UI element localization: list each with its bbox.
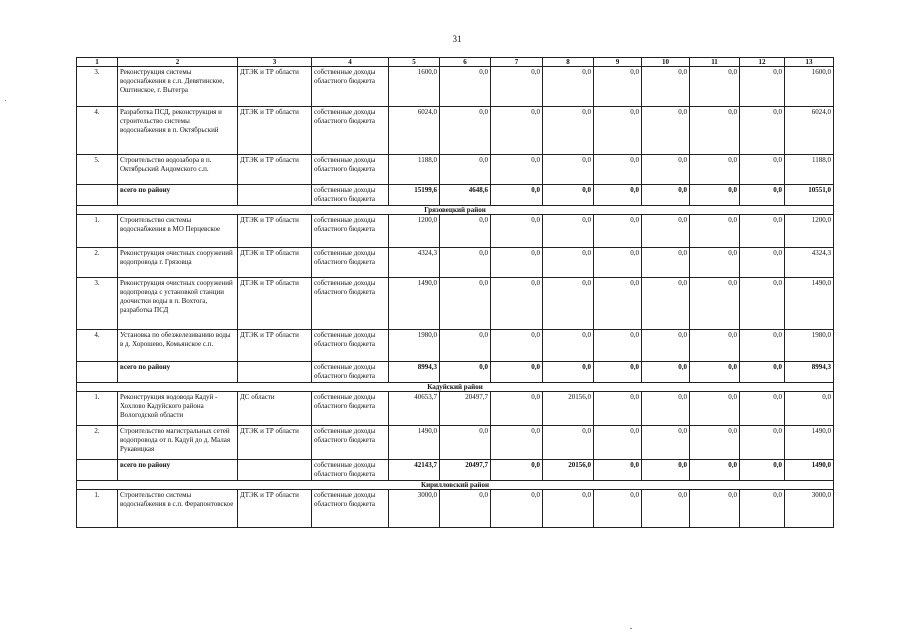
amount-cell-col-9: 0,0 [594, 490, 642, 528]
amount-cell-col-10: 0,0 [642, 490, 690, 528]
district-header-row [77, 481, 834, 490]
amount-cell-col-9: 0,0 [594, 392, 642, 426]
amount-cell-col-7: 0,0 [491, 392, 543, 426]
amount-cell-col-6: 0,0 [440, 215, 491, 248]
amount-cell-col-11: 0,0 [690, 155, 740, 185]
amount-cell-col-7: 0,0 [491, 278, 543, 330]
amount-cell-col-11: 0,0 [690, 460, 740, 481]
table-row [77, 67, 834, 107]
amount-cell-col-6: 0,0 [440, 248, 491, 278]
row-number-cell: 3. [77, 67, 118, 107]
amount-cell-col-10: 0,0 [642, 426, 690, 460]
funding-source-cell: собственные доходы областного бюджета [312, 330, 389, 362]
scan-mark [5, 100, 6, 101]
amount-cell-col-5: 1200,0 [389, 215, 440, 248]
amount-cell-col-9: 0,0 [594, 330, 642, 362]
column-header-11: 11 [690, 58, 740, 67]
funding-source-cell: собственные доходы областного бюджета [312, 215, 389, 248]
amount-cell-col-8: 0,0 [543, 426, 594, 460]
amount-cell-col-6: 4648,6 [440, 185, 491, 206]
amount-cell-col-10: 0,0 [642, 278, 690, 330]
amount-cell-col-13: 0,0 [785, 392, 834, 426]
amount-cell-col-8: 0,0 [543, 248, 594, 278]
executor-cell: ДС области [238, 392, 312, 426]
amount-cell-col-7: 0,0 [491, 107, 543, 155]
amount-cell-col-13: 6024,0 [785, 107, 834, 155]
amount-cell-col-10: 0,0 [642, 67, 690, 107]
amount-cell-col-12: 0,0 [740, 248, 785, 278]
scan-mark [630, 628, 632, 629]
amount-cell-col-7: 0,0 [491, 67, 543, 107]
amount-cell-col-11: 0,0 [690, 426, 740, 460]
column-header-4: 4 [312, 58, 389, 67]
amount-cell-col-8: 0,0 [543, 215, 594, 248]
amount-cell-col-11: 0,0 [690, 362, 740, 383]
executor-cell: ДТЭК и ТР области [238, 278, 312, 330]
amount-cell-col-7: 0,0 [491, 330, 543, 362]
row-number-cell [77, 460, 118, 481]
amount-cell-col-8: 0,0 [543, 107, 594, 155]
table-row [77, 215, 834, 248]
amount-cell-col-7: 0,0 [491, 460, 543, 481]
amount-cell-col-13: 1980,0 [785, 330, 834, 362]
amount-cell-col-9: 0,0 [594, 248, 642, 278]
executor-cell: ДТЭК и ТР области [238, 330, 312, 362]
amount-cell-col-9: 0,0 [594, 460, 642, 481]
amount-cell-col-5: 40653,7 [389, 392, 440, 426]
amount-cell-col-10: 0,0 [642, 330, 690, 362]
row-number-cell: 2. [77, 426, 118, 460]
amount-cell-col-5: 3000,0 [389, 490, 440, 528]
amount-cell-col-6: 0,0 [440, 278, 491, 330]
column-header-1: 1 [77, 58, 118, 67]
total-label: всего по району [118, 460, 238, 481]
amount-cell-col-13: 1600,0 [785, 67, 834, 107]
amount-cell-col-9: 0,0 [594, 185, 642, 206]
amount-cell-col-12: 0,0 [740, 362, 785, 383]
executor-cell: ДТЭК и ТР области [238, 107, 312, 155]
column-header-8: 8 [543, 58, 594, 67]
amount-cell-col-7: 0,0 [491, 426, 543, 460]
district-header-row [77, 383, 834, 392]
amount-cell-col-6: 0,0 [440, 67, 491, 107]
amount-cell-col-12: 0,0 [740, 426, 785, 460]
amount-cell-col-13: 4324,3 [785, 248, 834, 278]
amount-cell-col-7: 0,0 [491, 248, 543, 278]
total-label: всего по району [118, 362, 238, 383]
amount-cell-col-13: 10551,0 [785, 185, 834, 206]
row-number-cell: 1. [77, 490, 118, 528]
amount-cell-col-6: 0,0 [440, 490, 491, 528]
amount-cell-col-11: 0,0 [690, 330, 740, 362]
executor-cell: ДТЭК и ТР области [238, 248, 312, 278]
amount-cell-col-11: 0,0 [690, 278, 740, 330]
amount-cell-col-7: 0,0 [491, 490, 543, 528]
amount-cell-col-11: 0,0 [690, 392, 740, 426]
amount-cell-col-13: 1490,0 [785, 278, 834, 330]
funding-source-cell: собственные доходы областного бюджета [312, 155, 389, 185]
district-total-row [77, 460, 834, 481]
column-header-9: 9 [594, 58, 642, 67]
column-header-13: 13 [785, 58, 834, 67]
amount-cell-col-10: 0,0 [642, 155, 690, 185]
measure-name-cell: Реконструкция водовода Кадуй - Хохлово Кадуйского района Вологодской области [118, 392, 238, 426]
amount-cell-col-8: 0,0 [543, 67, 594, 107]
amount-cell-col-5: 8994,3 [389, 362, 440, 383]
row-number-cell: 2. [77, 248, 118, 278]
table-row [77, 107, 834, 155]
amount-cell-col-8: 0,0 [543, 362, 594, 383]
district-header-row [77, 206, 834, 215]
funding-source-cell: собственные доходы областного бюджета [312, 248, 389, 278]
district-title: Грязовецкий район [77, 206, 834, 215]
column-header-3: 3 [238, 58, 312, 67]
amount-cell-col-9: 0,0 [594, 107, 642, 155]
table-row [77, 330, 834, 362]
amount-cell-col-9: 0,0 [594, 362, 642, 383]
amount-cell-col-10: 0,0 [642, 362, 690, 383]
amount-cell-col-12: 0,0 [740, 460, 785, 481]
amount-cell-col-12: 0,0 [740, 185, 785, 206]
amount-cell-col-12: 0,0 [740, 392, 785, 426]
amount-cell-col-8: 0,0 [543, 185, 594, 206]
funding-source-cell: собственные доходы областного бюджета [312, 426, 389, 460]
table-body [77, 58, 834, 528]
amount-cell-col-13: 8994,3 [785, 362, 834, 383]
amount-cell-col-6: 0,0 [440, 426, 491, 460]
row-number-cell: 3. [77, 278, 118, 330]
amount-cell-col-7: 0,0 [491, 185, 543, 206]
funding-source-cell: собственные доходы областного бюджета [312, 362, 389, 383]
amount-cell-col-11: 0,0 [690, 67, 740, 107]
funding-source-cell: собственные доходы областного бюджета [312, 460, 389, 481]
table-row [77, 248, 834, 278]
executor-cell [238, 185, 312, 206]
executor-cell: ДТЭК и ТР области [238, 215, 312, 248]
amount-cell-col-10: 0,0 [642, 215, 690, 248]
column-number-header-row [77, 58, 834, 67]
amount-cell-col-10: 0,0 [642, 107, 690, 155]
column-header-10: 10 [642, 58, 690, 67]
district-title: Кадуйский район [77, 383, 834, 392]
amount-cell-col-13: 1200,0 [785, 215, 834, 248]
amount-cell-col-6: 20497,7 [440, 460, 491, 481]
row-number-cell: 4. [77, 330, 118, 362]
amount-cell-col-7: 0,0 [491, 155, 543, 185]
amount-cell-col-6: 0,0 [440, 107, 491, 155]
amount-cell-col-10: 0,0 [642, 185, 690, 206]
row-number-cell: 1. [77, 392, 118, 426]
amount-cell-col-11: 0,0 [690, 490, 740, 528]
executor-cell: ДТЭК и ТР области [238, 426, 312, 460]
total-label: всего по району [118, 185, 238, 206]
funding-source-cell: собственные доходы областного бюджета [312, 392, 389, 426]
amount-cell-col-8: 0,0 [543, 330, 594, 362]
district-total-row [77, 185, 834, 206]
table-row [77, 426, 834, 460]
district-total-row [77, 362, 834, 383]
amount-cell-col-5: 1980,0 [389, 330, 440, 362]
row-number-cell: 1. [77, 215, 118, 248]
executor-cell: ДТЭК и ТР области [238, 67, 312, 107]
table-row [77, 392, 834, 426]
district-title: Кирилловский район [77, 481, 834, 490]
column-header-2: 2 [118, 58, 238, 67]
funding-source-cell: собственные доходы областного бюджета [312, 278, 389, 330]
amount-cell-col-12: 0,0 [740, 67, 785, 107]
amount-cell-col-8: 0,0 [543, 278, 594, 330]
amount-cell-col-12: 0,0 [740, 155, 785, 185]
measure-name-cell: Строительство системы водоснабжения в с.п. Ферапонтовское [118, 490, 238, 528]
executor-cell [238, 460, 312, 481]
executor-cell [238, 362, 312, 383]
amount-cell-col-11: 0,0 [690, 185, 740, 206]
amount-cell-col-13: 3000,0 [785, 490, 834, 528]
column-header-12: 12 [740, 58, 785, 67]
amount-cell-col-10: 0,0 [642, 248, 690, 278]
column-header-5: 5 [389, 58, 440, 67]
amount-cell-col-5: 6024,0 [389, 107, 440, 155]
amount-cell-col-12: 0,0 [740, 107, 785, 155]
amount-cell-col-9: 0,0 [594, 215, 642, 248]
amount-cell-col-6: 0,0 [440, 155, 491, 185]
amount-cell-col-5: 42143,7 [389, 460, 440, 481]
measure-name-cell: Строительство водозабора в п. Октябрьский Андомского с.п. [118, 155, 238, 185]
row-number-cell: 5. [77, 155, 118, 185]
amount-cell-col-9: 0,0 [594, 155, 642, 185]
amount-cell-col-5: 1188,0 [389, 155, 440, 185]
amount-cell-col-12: 0,0 [740, 330, 785, 362]
amount-cell-col-6: 20497,7 [440, 392, 491, 426]
budget-table [76, 57, 834, 528]
amount-cell-col-12: 0,0 [740, 490, 785, 528]
amount-cell-col-5: 4324,3 [389, 248, 440, 278]
row-number-cell [77, 185, 118, 206]
column-header-7: 7 [491, 58, 543, 67]
executor-cell: ДТЭК и ТР области [238, 490, 312, 528]
funding-source-cell: собственные доходы областного бюджета [312, 490, 389, 528]
table-row [77, 278, 834, 330]
funding-source-cell: собственные доходы областного бюджета [312, 67, 389, 107]
amount-cell-col-7: 0,0 [491, 362, 543, 383]
row-number-cell: 4. [77, 107, 118, 155]
measure-name-cell: Строительство системы водоснабжения в МО Перцевское [118, 215, 238, 248]
column-header-6: 6 [440, 58, 491, 67]
amount-cell-col-13: 1490,0 [785, 460, 834, 481]
amount-cell-col-5: 1490,0 [389, 426, 440, 460]
table-row [77, 490, 834, 528]
page-number: 31 [452, 34, 462, 44]
amount-cell-col-9: 0,0 [594, 67, 642, 107]
measure-name-cell: Строительство магистральных сетей водопровода от п. Кадуй до д. Малая Рукавицкая [118, 426, 238, 460]
executor-cell: ДТЭК и ТР области [238, 155, 312, 185]
amount-cell-col-11: 0,0 [690, 107, 740, 155]
amount-cell-col-5: 15199,6 [389, 185, 440, 206]
funding-source-cell: собственные доходы областного бюджета [312, 185, 389, 206]
amount-cell-col-11: 0,0 [690, 248, 740, 278]
amount-cell-col-13: 1490,0 [785, 426, 834, 460]
amount-cell-col-8: 20156,0 [543, 460, 594, 481]
amount-cell-col-13: 1188,0 [785, 155, 834, 185]
measure-name-cell: Реконструкция очистных сооружений водопровода с установкой станции доочистки воды в п. Вохтога, разработка ПСД [118, 278, 238, 330]
amount-cell-col-6: 0,0 [440, 330, 491, 362]
amount-cell-col-10: 0,0 [642, 460, 690, 481]
table-row [77, 155, 834, 185]
amount-cell-col-11: 0,0 [690, 215, 740, 248]
amount-cell-col-8: 0,0 [543, 155, 594, 185]
amount-cell-col-10: 0,0 [642, 392, 690, 426]
measure-name-cell: Установка по обезжелезиванию воды в д. Хорошево, Комьянское с.п. [118, 330, 238, 362]
row-number-cell [77, 362, 118, 383]
amount-cell-col-9: 0,0 [594, 426, 642, 460]
funding-source-cell: собственные доходы областного бюджета [312, 107, 389, 155]
amount-cell-col-7: 0,0 [491, 215, 543, 248]
amount-cell-col-9: 0,0 [594, 278, 642, 330]
amount-cell-col-5: 1600,0 [389, 67, 440, 107]
amount-cell-col-6: 0,0 [440, 362, 491, 383]
measure-name-cell: Разработка ПСД, реконструкция и строительство системы водоснабжения в п. Октябрьский [118, 107, 238, 155]
measure-name-cell: Реконструкция системы водоснабжения в с.п. Девятинское, Оштинское, г. Вытегра [118, 67, 238, 107]
amount-cell-col-12: 0,0 [740, 278, 785, 330]
amount-cell-col-12: 0,0 [740, 215, 785, 248]
amount-cell-col-8: 20156,0 [543, 392, 594, 426]
amount-cell-col-8: 0,0 [543, 490, 594, 528]
amount-cell-col-5: 1490,0 [389, 278, 440, 330]
measure-name-cell: Реконструкция очистных сооружений водопровода г. Грязовца [118, 248, 238, 278]
